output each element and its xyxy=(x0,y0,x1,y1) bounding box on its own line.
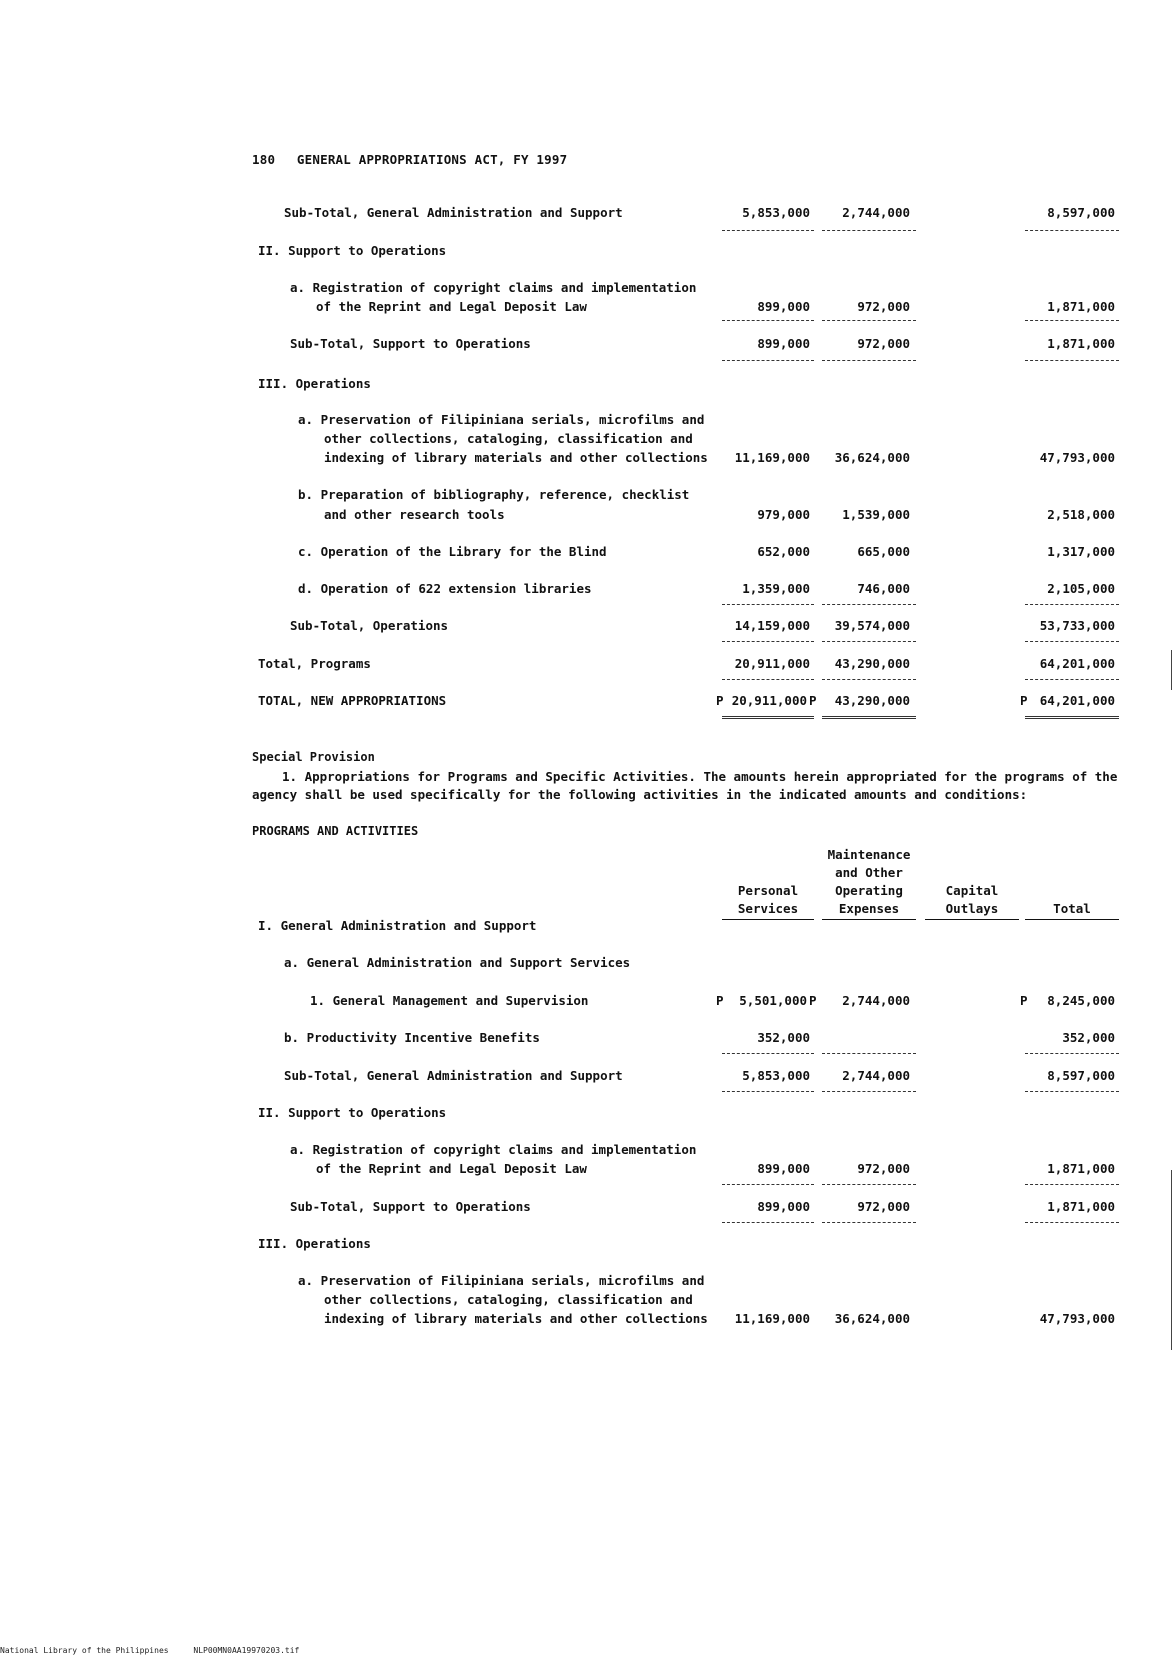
table-row: a. General Administration and Support Services xyxy=(284,955,631,970)
rule xyxy=(1025,320,1119,321)
grand-total-row: TOTAL, NEW APPROPRIATIONS P 20,911,000 P 43,290,000 P 64,201,000 xyxy=(258,693,1115,708)
rule xyxy=(722,1091,814,1092)
page-header xyxy=(252,152,567,167)
table-row: other collections, cataloging, classification and xyxy=(324,431,693,446)
paragraph-body: The amounts herein appropriated for the programs of the agency shall be used specifically for the following activities in the indicated amounts and conditions: xyxy=(252,769,1118,802)
special-provision-paragraph xyxy=(252,768,1122,804)
table-row: Sub-Total, Operations 14,159,000 39,574,000 53,733,000 xyxy=(290,618,1115,633)
rule xyxy=(822,1091,916,1092)
col-header-personal-services: Personal Services xyxy=(722,882,814,920)
table-row: indexing of library materials and other collections 11,169,000 36,624,000 47,793,000 xyxy=(324,1311,1115,1326)
document-title: GENERAL APPROPRIATIONS ACT, FY 1997 xyxy=(296,152,568,167)
table-row: c. Operation of the Library for the Blind 652,000 665,000 1,317,000 xyxy=(298,544,1115,559)
table-row: b. Productivity Incentive Benefits 352,000 352,000 xyxy=(284,1030,1115,1045)
rule xyxy=(722,604,814,605)
rule xyxy=(1025,679,1119,680)
peso-sign: P xyxy=(1020,993,1028,1008)
peso-sign: P xyxy=(1020,693,1028,708)
scan-footer xyxy=(0,1646,319,1655)
table-row: Sub-Total, General Administration and Support 5,853,000 2,744,000 8,597,000 xyxy=(284,1068,1115,1083)
table-row: Sub-Total, Support to Operations 899,000 972,000 1,871,000 xyxy=(290,336,1115,351)
paragraph-heading: 1. Appropriations for Programs and Specific Activities. xyxy=(282,769,696,784)
rule xyxy=(722,360,814,361)
table-row: and other research tools 979,000 1,539,000 2,518,000 xyxy=(324,507,1115,522)
section-heading: I. General Administration and Support xyxy=(258,918,537,933)
rule xyxy=(1025,360,1119,361)
peso-sign: P xyxy=(716,693,724,708)
scan-edge-mark xyxy=(1171,1170,1172,1350)
section-heading: III. Operations xyxy=(258,1236,371,1251)
table-row: Total, Programs 20,911,000 43,290,000 64,201,000 xyxy=(258,656,1115,671)
rule xyxy=(1025,1184,1119,1185)
double-rule xyxy=(1025,716,1119,719)
rule xyxy=(722,320,814,321)
page-number: 180 xyxy=(252,152,276,167)
section-heading: II. Support to Operations xyxy=(258,1105,447,1120)
rule xyxy=(722,679,814,680)
table-row: Sub-Total, General Administration and Support 5,853,000 2,744,000 8,597,000 xyxy=(284,205,1115,220)
rule xyxy=(722,641,814,642)
table-row: 1. General Management and Supervision P 5,501,000 P 2,744,000 P 8,245,000 xyxy=(310,993,1115,1008)
scan-edge-mark xyxy=(1171,650,1172,690)
table-row: d. Operation of 622 extension libraries 1,359,000 746,000 2,105,000 xyxy=(298,581,1115,596)
col-header-total: Total xyxy=(1025,900,1119,920)
peso-sign: P xyxy=(716,993,724,1008)
rule xyxy=(822,360,916,361)
rule xyxy=(822,1222,916,1223)
double-rule xyxy=(822,716,916,719)
rule xyxy=(822,230,916,231)
rule xyxy=(722,1184,814,1185)
col-header-mooe: Maintenance and Other Operating Expenses xyxy=(822,846,916,920)
rule xyxy=(722,1222,814,1223)
footer-filename: NLP00MN0AA19970203.tif xyxy=(193,1646,300,1655)
rule xyxy=(722,1053,814,1054)
table-row: of the Reprint and Legal Deposit Law 899,000 972,000 1,871,000 xyxy=(316,299,1115,314)
rule xyxy=(822,1053,916,1054)
table-row: a. Preservation of Filipiniana serials, microfilms and xyxy=(298,1273,705,1288)
col-header-capital-outlays: Capital Outlays xyxy=(925,882,1019,920)
double-rule xyxy=(722,716,814,719)
rule xyxy=(822,1184,916,1185)
rule xyxy=(722,230,814,231)
rule xyxy=(1025,1091,1119,1092)
table-row: b. Preparation of bibliography, reference, checklist xyxy=(298,487,690,502)
table-row: a. Registration of copyright claims and implementation xyxy=(290,1142,697,1157)
rule xyxy=(822,679,916,680)
rule xyxy=(1025,230,1119,231)
footer-source: National Library of the Philippines xyxy=(0,1646,169,1655)
table-row: a. Registration of copyright claims and implementation xyxy=(290,280,697,295)
peso-sign: P xyxy=(809,693,817,708)
rule xyxy=(1025,1053,1119,1054)
section-heading: III. Operations xyxy=(258,376,371,391)
table-row: of the Reprint and Legal Deposit Law 899,000 972,000 1,871,000 xyxy=(316,1161,1115,1176)
programs-heading: PROGRAMS AND ACTIVITIES xyxy=(252,824,419,838)
peso-sign: P xyxy=(809,993,817,1008)
rule xyxy=(822,604,916,605)
section-heading: II. Support to Operations xyxy=(258,243,447,258)
rule xyxy=(1025,641,1119,642)
rule xyxy=(1025,1222,1119,1223)
table-row: a. Preservation of Filipiniana serials, microfilms and xyxy=(298,412,705,427)
rule xyxy=(1025,604,1119,605)
rule xyxy=(822,320,916,321)
rule xyxy=(822,641,916,642)
special-provision-title: Special Provision xyxy=(252,750,375,764)
table-row: indexing of library materials and other collections 11,169,000 36,624,000 47,793,000 xyxy=(324,450,1115,465)
table-row: Sub-Total, Support to Operations 899,000 972,000 1,871,000 xyxy=(290,1199,1115,1214)
table-row: other collections, cataloging, classification and xyxy=(324,1292,693,1307)
